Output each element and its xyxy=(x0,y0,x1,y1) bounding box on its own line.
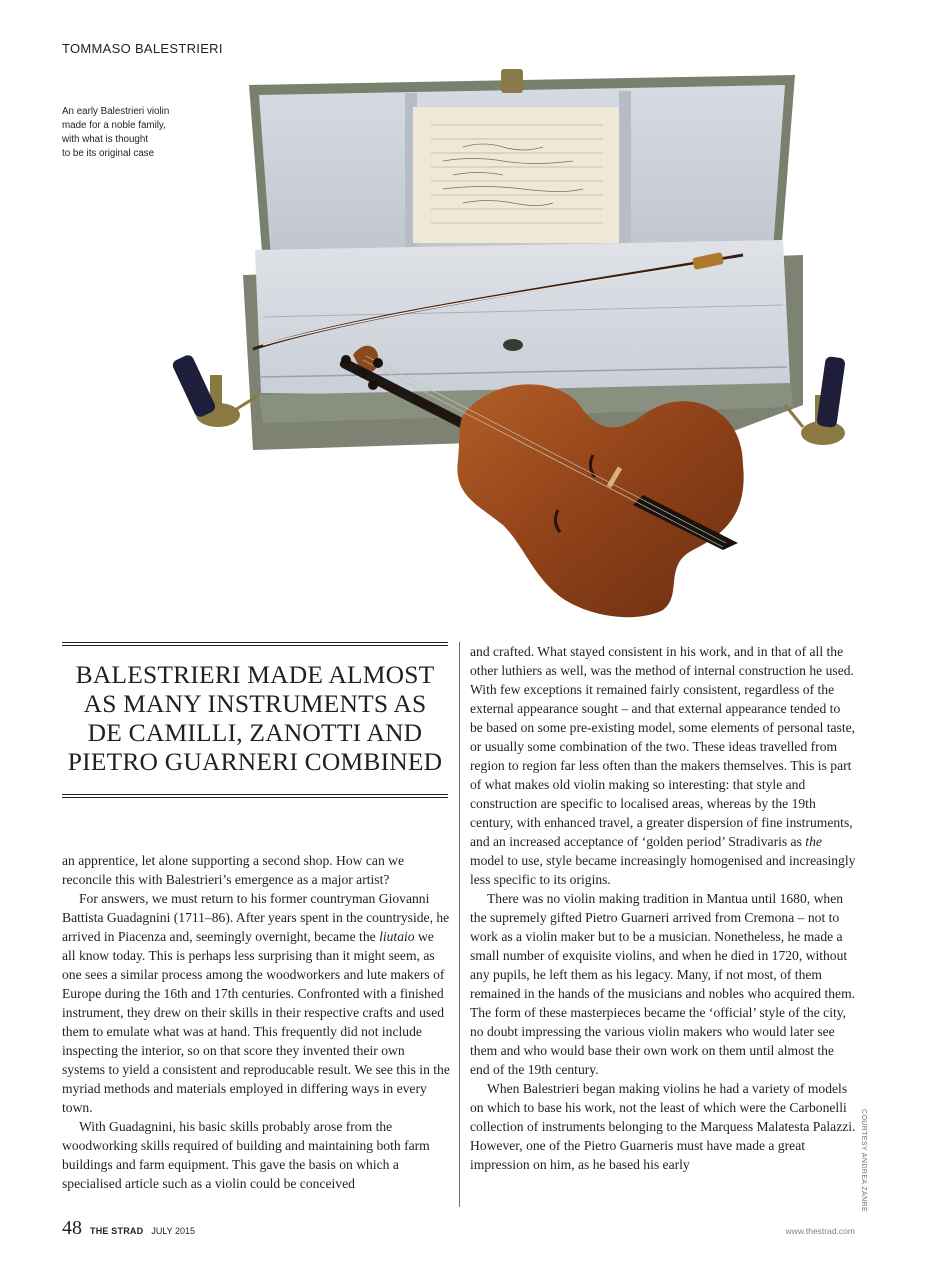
music-manuscript xyxy=(413,107,619,243)
body-paragraph xyxy=(62,851,450,889)
pull-quote xyxy=(62,642,448,798)
caption-line: An early Balestrieri violin xyxy=(62,106,170,117)
caption-line: made for a noble family, xyxy=(62,120,166,131)
section-header: TOMMASO BALESTRIERI xyxy=(62,41,223,56)
page-number: 48 xyxy=(62,1217,82,1239)
magazine-title: THE STRAD xyxy=(90,1226,144,1236)
column-divider xyxy=(459,642,460,1207)
body-text: When Balestrieri began making violins he had a variety of models on which to base his work, not the least of which were the Carbonelli collection of instruments belonging to the Marquess Malatesta Palazzi. However, one of the Pietro Guarneris must have made a great impression on him, as he based his early xyxy=(470,1081,856,1172)
body-paragraph xyxy=(470,642,856,889)
candle-left xyxy=(171,353,259,427)
body-text: For answers, we must return to his former countryman Giovanni Battista Guadagnini (1711–86). After years spent in the countryside, he arrived in Piacenza and, seemingly overnight, became the xyxy=(62,891,450,944)
body-text-italic: the xyxy=(805,834,822,849)
body-paragraph xyxy=(62,889,450,1117)
website-url: www.thestrad.com xyxy=(785,1226,855,1236)
case-clasp xyxy=(501,69,523,93)
pull-quote-line: PIETRO GUARNERI COMBINED xyxy=(67,747,443,776)
caption-line: with what is thought xyxy=(62,134,149,145)
body-paragraph xyxy=(62,1117,450,1193)
pull-quote-line: AS MANY INSTRUMENTS AS xyxy=(83,689,427,718)
body-paragraph xyxy=(470,889,856,1079)
photo-credit: COURTESY ANDREA ZANRÉ xyxy=(860,1109,867,1213)
body-text: and crafted. What stayed consistent in his work, and in that of all the other luthiers as well, was the method of internal construction he used. With few exceptions it remained fairly consistent, regardless of the external appearance sought – and that external appearance tended to be based on some pre-existing model, some elements of personal taste, or usually some combination of the two. These ideas travelled from region to region far less often than the makers themselves. This is part of what makes old violin making so interesting: that style and construction are specific to localised areas, whereas by the 19th century, with enhanced travel, a greater dispersion of fine instruments, and an increased acceptance of ‘golden period’ Stradivaris as xyxy=(470,644,856,849)
pull-quote-line: DE CAMILLI, ZANOTTI AND xyxy=(87,718,423,747)
issue-date: JULY 2015 xyxy=(151,1226,196,1236)
pull-quote-line: BALESTRIERI MADE ALMOST xyxy=(75,660,435,689)
page-footer xyxy=(62,1217,195,1240)
body-text: With Guadagnini, his basic skills probably arose from the woodworking skills required of building and maintaining both farm buildings and farm equipment. This gave the basis on which a specialised article such as a violin could be conceived xyxy=(62,1119,430,1191)
body-text: model to use, style became increasingly homogenised and increasingly less specific to its origins. xyxy=(470,853,856,887)
body-text: an apprentice, let alone supporting a second shop. How can we reconcile this with Balestrieri’s emergence as a major artist? xyxy=(62,853,405,887)
body-text-italic: liutaio xyxy=(379,929,415,944)
violin-case-photo xyxy=(163,55,857,620)
caption-line: to be its original case xyxy=(62,148,155,159)
article-column-right xyxy=(470,642,856,1174)
body-paragraph xyxy=(470,1079,856,1174)
body-text: we all know today. This is perhaps less surprising than it might seem, as one sees a similar process among the woodworkers and lute makers of Europe during the 16th and 17th centuries. Confronted with a finished instrument, they drew on their skills in their respective crafts and used them to emulate what was at hand. This frequently did not include inspecting the interior, so on that score they invented their own systems to yield a consistent and reproducable result. We see this in the myriad methods and materials employed in differing ways in every town. xyxy=(62,929,450,1115)
body-text: There was no violin making tradition in Mantua until 1680, when the supremely gifted Pietro Guarneri arrived from Cremona – not to work as a violin maker but to be a musician. Nonetheless, he made a small number of exquisite violins, and when he died in 1720, without any pupils, he left them as his legacy. Many, if not most, of them remained in the hands of the musicians and nobles who acquired them. The form of these masterpieces became the ‘official’ style of the city, no doubt impressing the various violin makers who would later see them and who would base their own work on them until almost the end of the 19th century. xyxy=(470,891,856,1077)
article-column-left xyxy=(62,851,450,1193)
